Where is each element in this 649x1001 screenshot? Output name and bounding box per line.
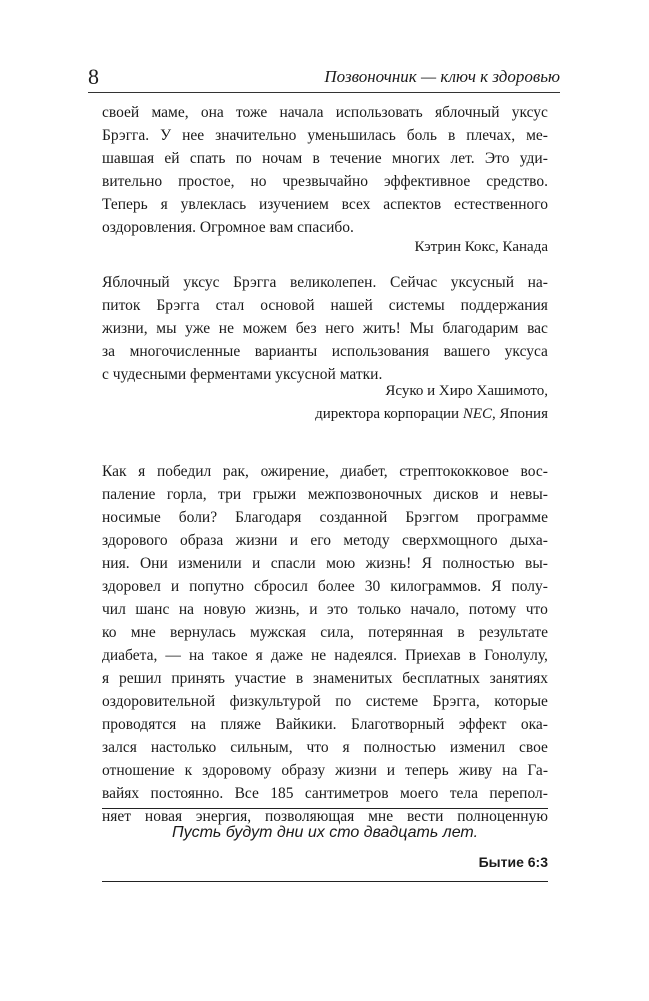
word: которые xyxy=(494,693,548,710)
word: естественного xyxy=(453,196,548,213)
text-line xyxy=(102,690,548,713)
word: в xyxy=(457,624,465,641)
testimonial-1-text xyxy=(102,101,548,239)
word: я xyxy=(342,739,350,756)
word: ожирение, xyxy=(260,463,329,480)
testimonial-2-signature xyxy=(315,380,548,426)
word: Благотворный xyxy=(351,716,445,733)
word: уменьшилась xyxy=(307,127,396,144)
word: Вайкики. xyxy=(275,716,337,733)
word: течение xyxy=(330,150,382,167)
word: Гонолулу, xyxy=(484,647,548,664)
word: новую xyxy=(203,601,246,618)
word: три xyxy=(218,486,242,503)
word: и xyxy=(309,601,318,618)
word: это xyxy=(327,601,349,618)
word: не xyxy=(218,320,234,337)
word: мы xyxy=(156,320,177,337)
signature-affiliation xyxy=(315,403,548,426)
text-line xyxy=(102,124,548,147)
word: шанс xyxy=(135,601,170,618)
word: Мы xyxy=(409,320,434,337)
word: дыха- xyxy=(510,532,548,549)
word: поддержания xyxy=(460,297,548,314)
word: потерянная xyxy=(368,624,444,641)
word: сантиметров xyxy=(304,785,389,802)
word: проводятся xyxy=(102,716,177,733)
word: изучением xyxy=(259,196,329,213)
word: сбросил xyxy=(254,578,308,595)
word: рак, xyxy=(222,463,249,480)
word: вы- xyxy=(525,555,548,572)
word: Благодаря xyxy=(235,509,302,526)
word: что xyxy=(306,739,329,756)
word: на xyxy=(178,601,195,618)
word: принять xyxy=(171,670,225,687)
word: на xyxy=(190,716,206,733)
word: всех xyxy=(341,196,371,213)
word: чрезвычайно xyxy=(282,173,368,190)
word: жить! xyxy=(362,320,401,337)
text-line xyxy=(102,713,548,736)
word: постоянно. xyxy=(150,785,224,802)
text-line xyxy=(102,759,548,782)
word: благодарим xyxy=(442,320,519,337)
word: теперь xyxy=(405,762,449,779)
word: Яблочный xyxy=(102,274,170,291)
word: уксус xyxy=(183,274,220,291)
word: вас xyxy=(527,320,548,337)
word: энергия, xyxy=(195,808,252,825)
word: Га- xyxy=(527,762,548,779)
word: жизни xyxy=(335,762,377,779)
word: на xyxy=(188,647,205,664)
word: я xyxy=(102,670,110,687)
company-name: NEC xyxy=(462,406,492,422)
word: и xyxy=(170,578,180,595)
word: системе xyxy=(365,693,419,710)
word: многочисленные xyxy=(129,343,241,360)
word: ока- xyxy=(520,716,548,733)
word: не xyxy=(311,647,327,664)
word: системы xyxy=(388,297,445,314)
word: по xyxy=(335,693,352,710)
word: значительно xyxy=(215,127,297,144)
word: бесплатных xyxy=(402,670,480,687)
affiliation-suffix: , Япония xyxy=(492,406,548,422)
header-rule xyxy=(88,92,560,93)
word: жизнь! xyxy=(365,555,412,572)
word: ночам xyxy=(262,150,303,167)
word: шавшая xyxy=(102,150,155,167)
word: плечах, xyxy=(466,127,516,144)
word: боль xyxy=(406,127,437,144)
word: тоже xyxy=(235,104,268,121)
word: можем xyxy=(242,320,288,337)
word: потому xyxy=(468,601,517,618)
word: она xyxy=(200,104,224,121)
word: вос- xyxy=(520,463,548,480)
word: маме, xyxy=(151,104,189,121)
text-line xyxy=(102,736,548,759)
word: Брэгга. xyxy=(102,127,150,144)
word: Все xyxy=(234,785,259,802)
word: отношение xyxy=(102,762,175,779)
word: мою xyxy=(326,555,356,572)
word: использования xyxy=(331,343,430,360)
word: за xyxy=(102,343,116,360)
text-line xyxy=(102,529,548,552)
word: уже xyxy=(185,320,211,337)
word: Это xyxy=(484,150,510,167)
word: аспектов xyxy=(383,196,442,213)
text-line xyxy=(102,460,548,483)
word: я xyxy=(160,196,168,213)
word: уксуса xyxy=(504,343,548,360)
word: своей xyxy=(102,104,140,121)
word: лет. xyxy=(450,150,475,167)
word: средство. xyxy=(486,173,548,190)
word: нее xyxy=(182,127,205,144)
word: межпозвоночных xyxy=(307,486,423,503)
word: и xyxy=(386,762,396,779)
word: нашей xyxy=(330,297,373,314)
word: У xyxy=(160,127,172,144)
word: основой xyxy=(260,297,315,314)
word: новая xyxy=(144,808,183,825)
word: ко xyxy=(102,624,117,641)
word: победил xyxy=(156,463,212,480)
word: мужская xyxy=(250,624,306,641)
word: диабета, xyxy=(102,647,158,664)
word: паление xyxy=(102,486,156,503)
word: диабет, xyxy=(340,463,388,480)
word: зался xyxy=(102,739,137,756)
word: даже xyxy=(270,647,303,664)
word: я xyxy=(138,463,146,480)
word: по xyxy=(235,150,252,167)
word: Я xyxy=(491,578,502,595)
word: уксус xyxy=(511,104,548,121)
text-line xyxy=(102,782,548,805)
text-line xyxy=(102,294,548,317)
text-line xyxy=(102,271,548,294)
word: вайях xyxy=(102,785,140,802)
word: такое xyxy=(212,647,248,664)
word: увлеклась xyxy=(180,196,247,213)
word: него xyxy=(325,320,355,337)
word: вернулась xyxy=(169,624,236,641)
word: созданной xyxy=(319,509,388,526)
text-line xyxy=(102,193,548,216)
word: в xyxy=(447,127,456,144)
word: надеялся. xyxy=(334,647,397,664)
word: что xyxy=(525,601,548,618)
word: знаменитых xyxy=(312,670,393,687)
word: уксусный xyxy=(450,274,514,291)
word: я xyxy=(255,647,263,664)
word: Я xyxy=(421,555,432,572)
word: образу xyxy=(281,762,326,779)
word: живу xyxy=(458,762,493,779)
word: использовать xyxy=(335,104,423,121)
page-header xyxy=(88,64,560,94)
word: перепол- xyxy=(489,785,548,802)
word: и xyxy=(490,486,499,503)
word: попутно xyxy=(189,578,245,595)
word: полноценную xyxy=(457,808,548,825)
word: спасли xyxy=(270,555,316,572)
affiliation-prefix: директора корпорации xyxy=(315,406,463,422)
word: простое, xyxy=(178,173,235,190)
text-line xyxy=(102,598,548,621)
word: — xyxy=(165,647,181,664)
epigraph-top-rule xyxy=(102,808,548,809)
text-line xyxy=(102,317,548,340)
testimonial-1-signature: Кэтрин Кокс, Канада xyxy=(414,239,548,255)
running-title: Позвоночник — ключ к здоровью xyxy=(324,67,560,86)
word: носимые xyxy=(102,509,161,526)
word: к xyxy=(184,762,193,779)
text-line xyxy=(102,340,548,363)
testimonial-2-text xyxy=(102,271,548,386)
word: эффект xyxy=(458,716,507,733)
text-line: с чудесными ферментами уксусной матки. xyxy=(102,366,383,383)
word: занятиях xyxy=(489,670,548,687)
word: в xyxy=(468,647,477,664)
word: спать xyxy=(189,150,226,167)
word: оздоровительной xyxy=(102,693,216,710)
text-line: оздоровления. Огромное вам спасибо. xyxy=(102,219,354,236)
word: Приехав xyxy=(405,647,461,664)
word: питок xyxy=(102,297,141,314)
word: вести xyxy=(406,808,444,825)
word: грыжи xyxy=(252,486,297,503)
word: на- xyxy=(527,274,548,291)
epigraph-quote: Пусть будут дни их сто двадцать лет. xyxy=(171,824,479,841)
word: Брэггом xyxy=(405,509,459,526)
word: в xyxy=(312,150,320,167)
word: начала xyxy=(279,104,324,121)
text-line xyxy=(102,147,548,170)
word: жизни xyxy=(235,532,278,549)
word: и xyxy=(289,532,299,549)
word: няет xyxy=(102,808,132,825)
word: ме- xyxy=(526,127,548,144)
word: уди- xyxy=(519,150,548,167)
word: чил xyxy=(102,601,126,618)
word: Они xyxy=(139,555,168,572)
word: начало, xyxy=(410,601,460,618)
word: боли? xyxy=(178,509,218,526)
word: здорового xyxy=(102,532,168,549)
word: сильным, xyxy=(230,739,293,756)
text-line xyxy=(102,506,548,529)
word: изменил xyxy=(449,739,506,756)
text-line xyxy=(102,575,548,598)
text-line xyxy=(102,170,548,193)
word: стрептококковое xyxy=(399,463,509,480)
text-line xyxy=(102,667,548,690)
word: на xyxy=(502,762,518,779)
word: свое xyxy=(518,739,548,756)
word: мне xyxy=(368,808,394,825)
word: результате xyxy=(478,624,548,641)
word: 185 xyxy=(270,785,294,802)
epigraph-bottom-rule xyxy=(102,881,548,882)
epigraph-source: Бытие 6:3 xyxy=(478,854,548,870)
word: эффективное xyxy=(384,173,471,190)
word: Брэгга, xyxy=(432,693,480,710)
word: многих xyxy=(391,150,441,167)
word: ей xyxy=(164,150,180,167)
word: ния. xyxy=(102,555,130,572)
word: пляже xyxy=(220,716,262,733)
word: килограммов. xyxy=(390,578,482,595)
word: здоровому xyxy=(202,762,272,779)
word: и xyxy=(252,555,261,572)
word: моего xyxy=(400,785,439,802)
word: сила, xyxy=(320,624,354,641)
word: участие xyxy=(234,670,287,687)
word: его xyxy=(310,532,332,549)
text-line xyxy=(102,101,548,124)
word: методу xyxy=(343,532,390,549)
word: изменили xyxy=(178,555,242,572)
word: жизни, xyxy=(102,320,148,337)
text-line xyxy=(102,483,548,506)
word: вашего xyxy=(443,343,491,360)
word: полностью xyxy=(442,555,515,572)
word: сверхмощного xyxy=(401,532,498,549)
text-line xyxy=(102,621,548,644)
word: Сейчас xyxy=(389,274,438,291)
word: образа xyxy=(180,532,224,549)
word: но xyxy=(250,173,267,190)
text-line xyxy=(102,552,548,575)
word: стал xyxy=(215,297,245,314)
text-line xyxy=(102,644,548,667)
word: без xyxy=(295,320,317,337)
page-number: 8 xyxy=(88,64,99,89)
main-text xyxy=(102,460,548,828)
word: Брэгга xyxy=(156,297,200,314)
word: Теперь xyxy=(102,196,148,213)
word: дисков xyxy=(433,486,479,503)
word: в xyxy=(295,670,304,687)
word: решил xyxy=(118,670,162,687)
word: жизнь, xyxy=(255,601,300,618)
word: варианты xyxy=(254,343,318,360)
word: полностью xyxy=(363,739,436,756)
word: полу- xyxy=(511,578,548,595)
word: вительно xyxy=(102,173,163,190)
word: Как xyxy=(102,463,127,480)
word: мне xyxy=(130,624,156,641)
word: невы- xyxy=(509,486,548,503)
word: Брэгга xyxy=(233,274,277,291)
word: более xyxy=(317,578,355,595)
word: здоровел xyxy=(102,578,161,595)
word: яблочный xyxy=(434,104,500,121)
word: 30 xyxy=(364,578,381,595)
word: горла, xyxy=(166,486,207,503)
word: великолепен. xyxy=(289,274,377,291)
word: тела xyxy=(449,785,478,802)
word: только xyxy=(357,601,401,618)
signature-names: Ясуко и Хиро Хашимото, xyxy=(385,383,548,399)
word: настолько xyxy=(150,739,217,756)
word: программе xyxy=(476,509,548,526)
word: позволяющая xyxy=(264,808,355,825)
word: физкультурой xyxy=(229,693,321,710)
